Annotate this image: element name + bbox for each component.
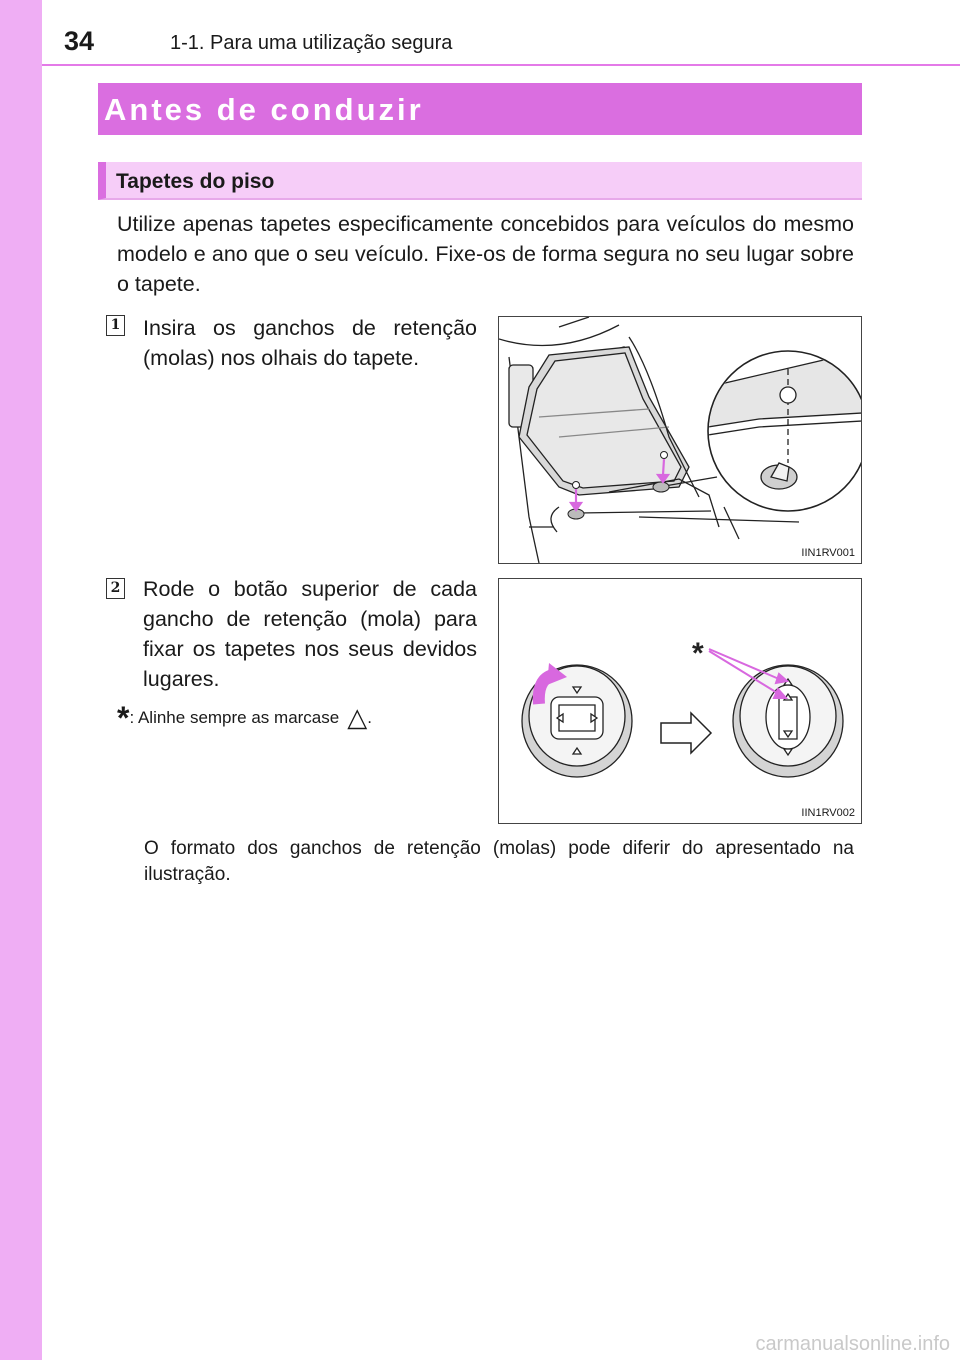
intro-paragraph: Utilize apenas tapetes especificamente concebidos para veículos do mesmo modelo e ano que o seu veículo. Fixe-os de forma segura no seu lugar sobre o tapete. — [117, 212, 854, 296]
subsection-title: Tapetes do piso — [98, 162, 862, 200]
step-2-marker: 2 — [106, 578, 125, 599]
running-header: 1-1. Para uma utilização segura — [170, 32, 453, 54]
triangle-mark-icon: △ — [347, 702, 368, 732]
footnote-marker: * — [117, 700, 130, 736]
header-rule — [42, 64, 960, 66]
watermark: carmanualsonline.info — [755, 1333, 950, 1355]
figure-floor-mat — [498, 316, 862, 564]
figure-clip-rotation — [498, 578, 862, 824]
section-title: Antes de conduzir — [98, 83, 862, 135]
step-2-text: Rode o botão superior de cada gancho de retenção (mola) para fixar os tapetes nos seus devidos lugares. — [143, 577, 477, 691]
floor-mat-illustration — [499, 317, 861, 563]
footnote-end: . — [367, 708, 372, 727]
step-1-text: Insira os ganchos de retenção (molas) nos olhais do tapete. — [143, 316, 477, 370]
footnote — [117, 700, 372, 737]
page-number: 34 — [64, 26, 95, 56]
note-paragraph: O formato dos ganchos de retenção (molas) pode diferir do apresentado na ilustração. — [144, 838, 854, 885]
figure-star-label: * — [692, 637, 704, 670]
footnote-text: : Alinhe sempre as marcase — [129, 708, 340, 727]
side-band — [0, 0, 42, 1360]
figure-code: IIN1RV001 — [801, 547, 855, 559]
figure-code: IIN1RV002 — [801, 807, 855, 819]
step-1-marker: 1 — [106, 315, 125, 336]
clip-rotation-illustration — [499, 579, 861, 823]
